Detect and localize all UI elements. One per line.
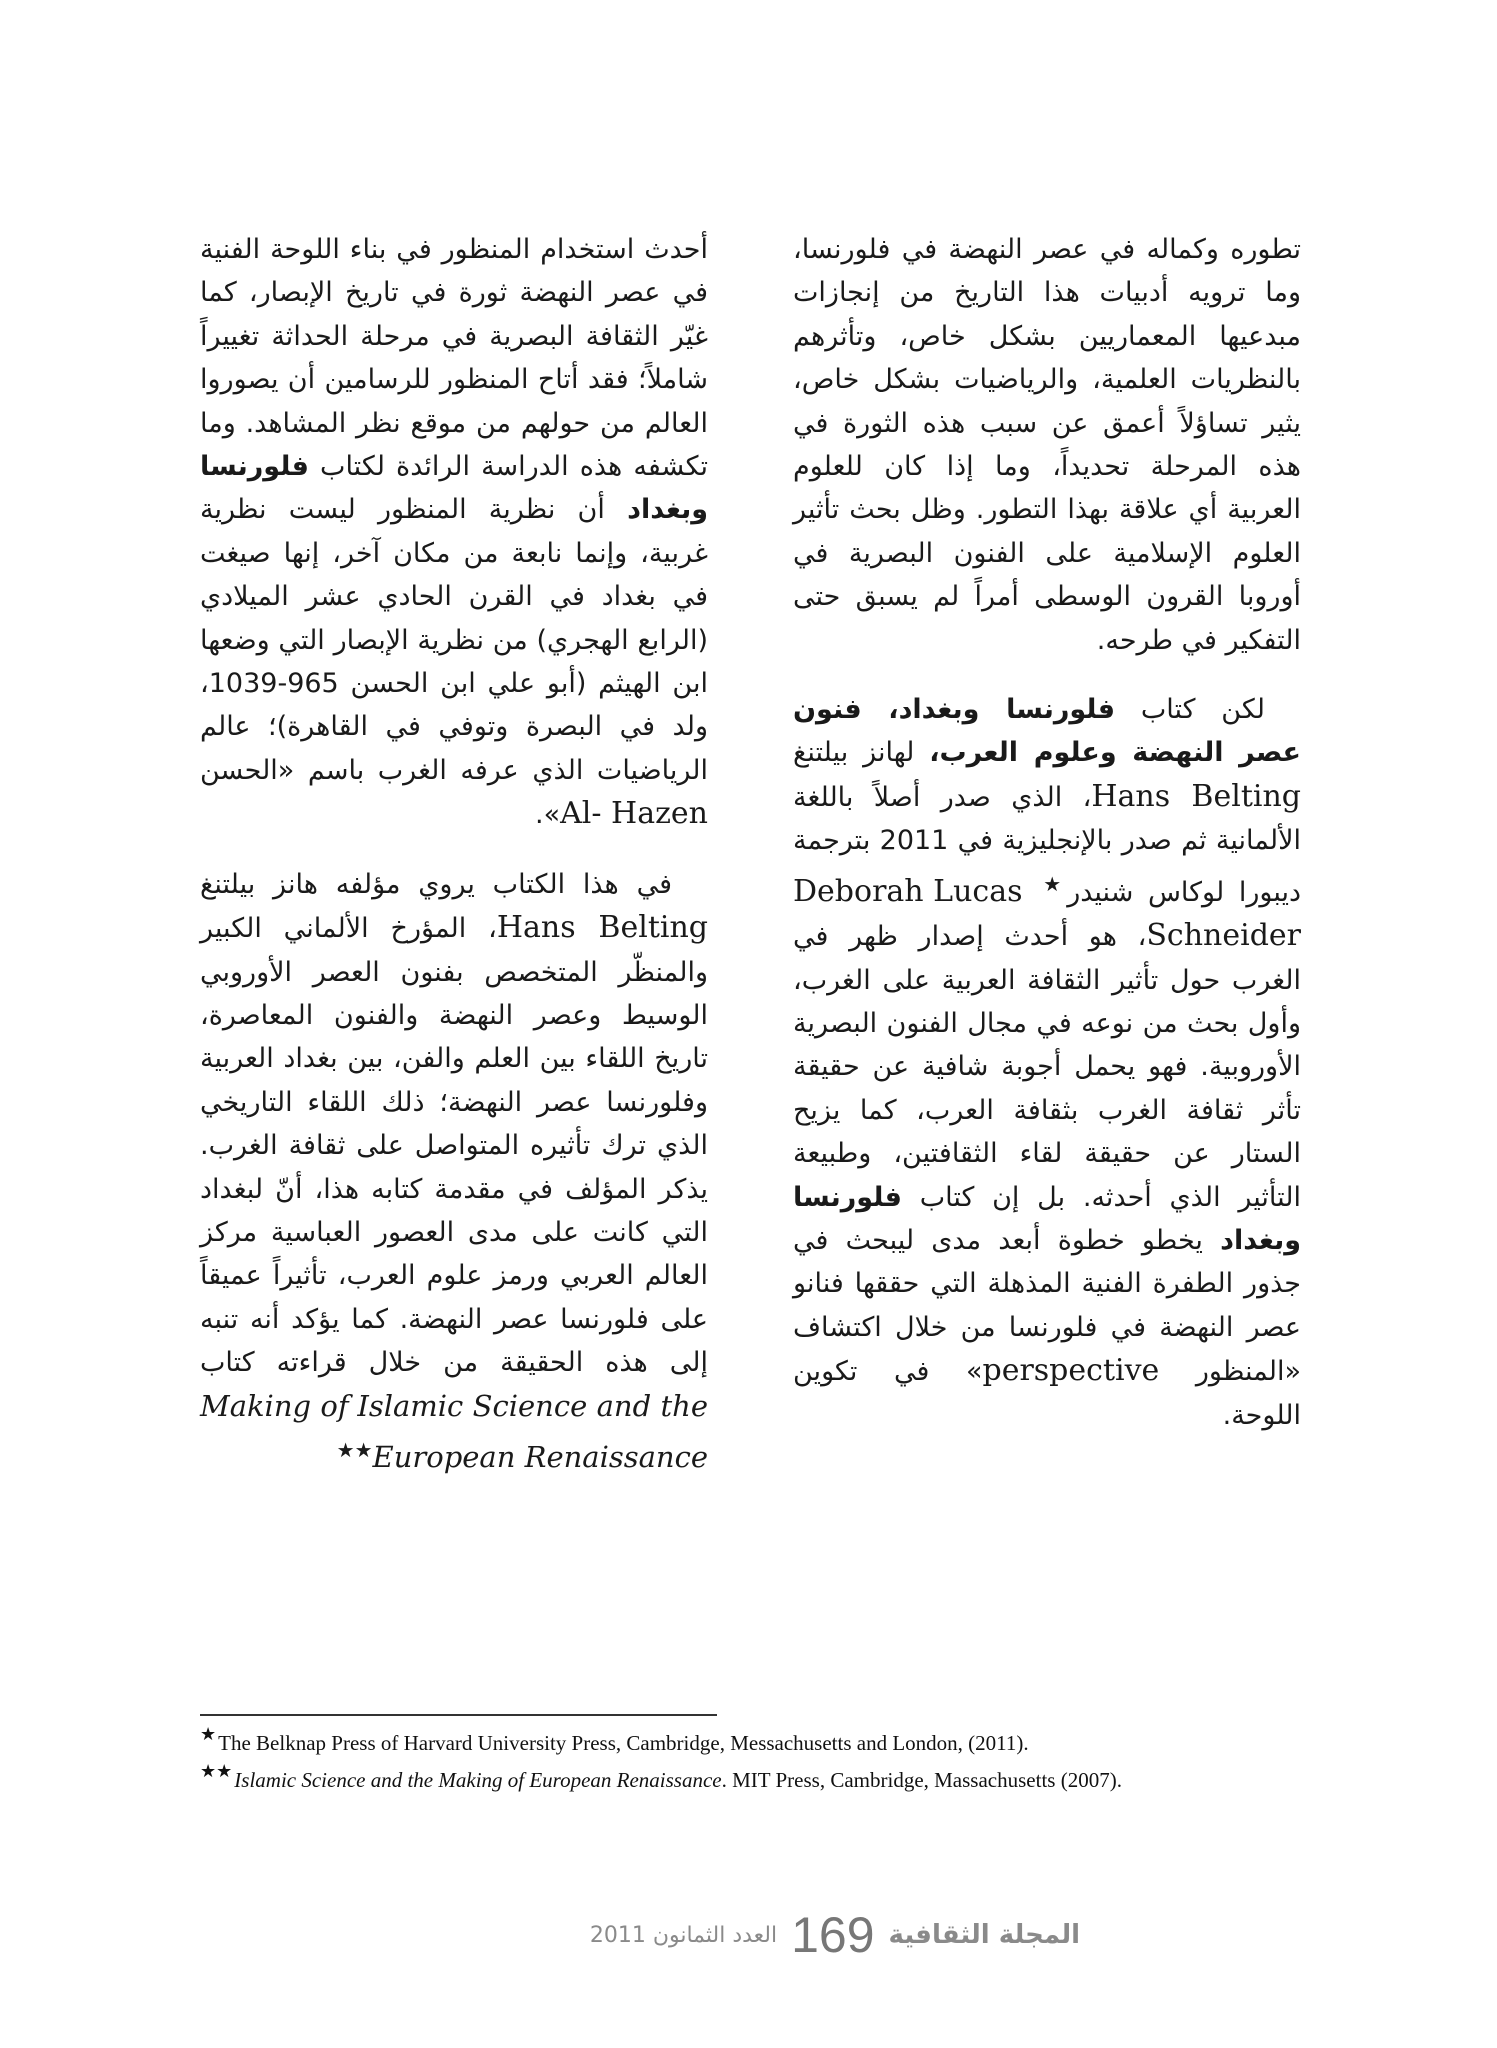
text-segment: أن نظرية المنظور ليست نظرية غربية، وإنما نابعة من مكان آخر، إنها صيغت في بغداد في القرن الحادي عشر الميلادي (الرابع الهجري) من نظرية الإبصار التي وضعها ابن الهيثم (أبو علي ابن الحسن 965-1039، ولد في البصرة وتوفي في القاهرة)؛ عالم الرياضيات الذي عرفه الغرب باسم «الحسن — [200, 494, 708, 786]
magazine-name: المجلة الثقافية — [888, 1920, 1080, 1950]
book-title-short: فلورنسا وبغداد — [200, 451, 708, 526]
perspective-term: perspective — [982, 1353, 1160, 1389]
left-paragraph-2 — [200, 863, 708, 1481]
text-segment: ». — [535, 799, 561, 831]
translator-name-en: Deborah Lucas Schneider — [793, 873, 1301, 954]
text-segment: أحدث استخدام المنظور في بناء اللوحة الفنية في عصر النهضة ثورة في تاريخ الإبصار، كما غيّر الثقافة البصرية في مرحلة الحداثة تغييراً شاملاً؛ فقد أتاح المنظور للرسامين أن يصوروا العالم من حولهم من موقع نظر المشاهد. وما تكشفه هذه الدراسة الرائدة لكتاب — [200, 234, 708, 483]
footnote-publisher: . MIT Press, Cambridge, Massachusetts (2007). — [721, 1768, 1122, 1792]
text-segment: لهانز بيلتنغ — [793, 737, 915, 769]
issue-label: العدد الثمانون 2011 — [589, 1922, 778, 1948]
right-column — [793, 228, 1301, 1437]
footnote-2 — [200, 1762, 1330, 1799]
footnote-star-icon: ★ — [1037, 871, 1068, 896]
text-segment: ، الذي صدر أصلاً باللغة الألمانية ثم صدر بالإنجليزية في 2011 بترجمة ديبورا لوكاس شنيدر — [793, 781, 1302, 908]
text-segment: ، هو أحدث إصدار ظهر في الغرب حول تأثير الثقافة العربية على الغرب، وأول بحث من نوعه في مجال الفنون البصرية الأوروبية. فهو يحمل أجوبة شافية عن حقيقة تأثر ثقافة الغرب بثقافة العرب، كما يزيح الستار عن حقيقة لقاء الثقافتين، وطبيعة التأثير الذي أحدثه. بل إن كتاب — [793, 921, 1301, 1213]
author-name-en: Hans Belting — [1091, 778, 1301, 814]
text-segment: يخطو خطوة أبعد مدى ليبحث في جذور الطفرة الفنية المذهلة التي حققها فنانو عصر النهضة في فلورنسا من خلال اكتشاف «المنظور — [793, 1224, 1301, 1388]
alhazen-name-en: Al- Hazen — [560, 796, 708, 832]
text-segment: ، المؤرخ الألماني الكبير والمنظّر المتخصص بفنون العصر الأوروبي الوسيط وعصر النهضة والفنون المعاصرة، تاريخ اللقاء بين العلم والفن، بين بغداد العربية وفلورنسا عصر النهضة؛ ذلك اللقاء التاريخي الذي ترك تأثيره المتواصل على ثقافة الغرب. يذكر المؤلف في مقدمة كتابه هذا، أنّ لبغداد التي كانت على مدى العصور العباسية مركز العالم العربي ورمز علوم العرب، تأثيراً عميقاً على فلورنسا عصر النهضة. كما يؤكد أنه تنبه إلى هذه الحقيقة من خلال قراءته كتاب — [200, 913, 708, 1379]
footnote-stars-icon: ★★ — [200, 1761, 233, 1781]
text-segment: في هذا الكتاب يروي مؤلفه هانز بيلتنغ — [200, 868, 672, 900]
page-footer — [440, 1905, 1080, 1965]
footnote-stars-icon: ★★ — [336, 1437, 373, 1462]
page-number: 169 — [791, 1907, 875, 1963]
book-title-short: فلورنسا وبغداد — [793, 1181, 1301, 1256]
right-paragraph-1: تطوره وكماله في عصر النهضة في فلورنسا، وما ترويه أدبيات هذا التاريخ من إنجازات مبدعيها المعماريين بشكل خاص، وتأثرهم بالنظريات العلمية، والرياضيات بشكل خاص، يثير تساؤلاً أعمق عن سبب هذه الثورة في هذه المرحلة تحديداً، وما إذا كان للعلوم العربية أي علاقة بهذا التطور. وظل بحث تأثير العلوم الإسلامية على الفنون البصرية في أوروبا القرون الوسطى أمراً لم يسبق حتى التفكير في طرحه. — [793, 234, 1301, 656]
footnote-book-title: Islamic Science and the Making of European Renaissance — [234, 1768, 722, 1792]
book-title-en-2: Making of European Renaissance — [200, 1388, 708, 1474]
text-segment: » في تكوين اللوحة. — [793, 1356, 1301, 1431]
footnote-text: The Belknap Press of Harvard University Press, Cambridge, Messachusetts and London, (2011). — [218, 1731, 1029, 1755]
footnote-star-icon: ★ — [200, 1724, 217, 1744]
right-paragraph-2 — [793, 688, 1301, 1437]
footnote-1 — [200, 1725, 1330, 1762]
footnotes — [200, 1725, 1330, 1799]
book-title-en-1: Islamic Science and the — [357, 1388, 708, 1423]
book-title: فلورنسا وبغداد، فنون عصر النهضة وعلوم العرب، — [793, 694, 1301, 769]
footnote-text — [234, 1762, 1122, 1793]
text-segment: لكن كتاب — [1140, 694, 1265, 726]
footnote-divider — [200, 1714, 717, 1716]
author-name-en: Hans Belting — [496, 910, 709, 946]
left-column — [200, 228, 708, 1480]
left-paragraph-1 — [200, 228, 708, 837]
